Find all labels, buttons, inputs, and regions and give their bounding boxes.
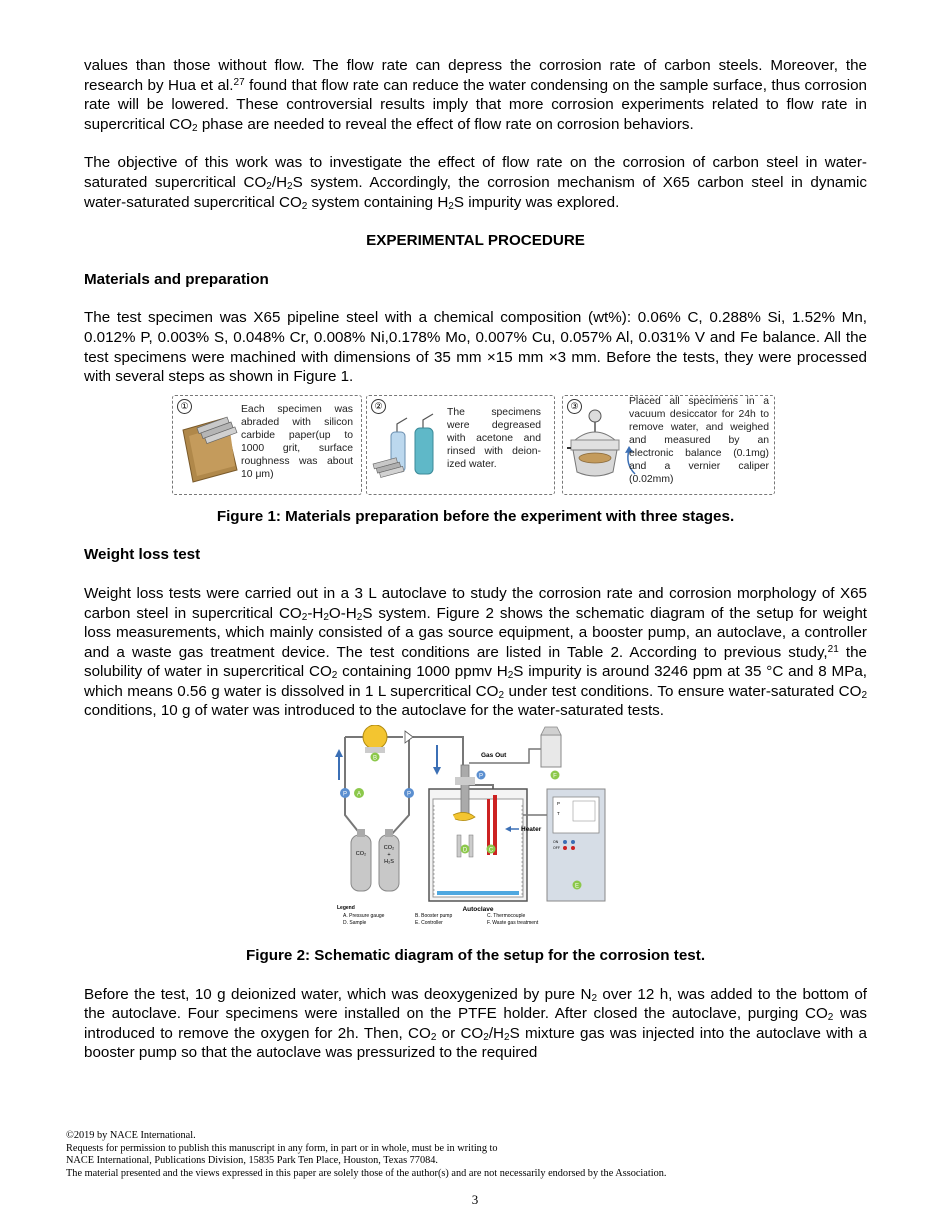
figure-1-panel-3	[562, 395, 775, 495]
legend-title: Legend	[337, 905, 355, 912]
label-p2: P	[406, 791, 412, 798]
subheading-weight-loss: Weight loss test	[84, 546, 201, 564]
paragraph-composition: The test specimen was X65 pipeline steel with a chemical composition (wt%): 0.06% C, 0.288% Si, 1.52% Mn, 0.012% P, 0.003% S, 0.048% Cr, 0.008% Ni,0.178% Mo, 0.007% Cu, 0.057% Al, 0.031% V and Fe balance. All the test specimens were machined with dimensions of 35 mm ×15 mm ×3 mm. Before the tests, they were processed with several steps as shown in Figure 1.	[84, 309, 867, 386]
footer-line-3: NACE International, Publications Division, 15835 Park Ten Place, Houston, Texas 77084.	[66, 1155, 438, 1166]
step-number-2: ②	[371, 399, 386, 414]
label-b: B	[372, 755, 378, 762]
step-number-1: ①	[177, 399, 192, 414]
cyl2-label-c: H₂S	[384, 859, 394, 866]
figure-2	[333, 725, 613, 940]
panel-2-text: The specimens were degreased with acetone and rinsed with deion-ized water.	[447, 406, 541, 470]
panel-1-text: Each specimen was abraded with silicon carbide paper(up to 1000 grit, surface roughness was about 10 μm)	[241, 403, 353, 480]
label-f: F	[553, 773, 557, 780]
display-t: T	[557, 811, 560, 817]
page-content	[84, 56, 867, 1063]
label-p1: P	[342, 791, 348, 798]
panel-3-text: Placed all specimens in a vacuum desiccator for 24h to remove water, and weighed and measured by an electronic balance (0.1mg) and a vernier caliper (0.02mm)	[629, 395, 769, 485]
label-p3: P	[478, 773, 484, 780]
on-label: ON	[553, 840, 559, 845]
legend-e: E. Controller	[415, 920, 443, 927]
cyl2-label-a: CO₂	[383, 845, 395, 852]
cyl1-label: CO₂	[355, 851, 367, 858]
wash-bottles-illustration	[371, 410, 449, 490]
paragraph-objective: The objective of this work was to investigate the effect of flow rate on the corrosion of carbon steel in water-saturated supercritical $CO_2/H_2S$ system. Accordingly, the corrosion mechanism of X65 carbon steel in dynamic water-saturated supercritical $CO_2$ system containing $H_2S$ impurity was explored.	[84, 154, 867, 212]
cyl2-label-b: +	[387, 852, 391, 859]
autoclave-label: Autoclave	[462, 906, 494, 914]
step-number-3: ③	[567, 399, 582, 414]
waste-gas-treatment	[541, 735, 561, 767]
footer-line-2: Requests for permission to publish this manuscript in any form, in part or in whole, must be in writing to	[66, 1142, 498, 1154]
figure-1-panel-1	[172, 395, 362, 495]
section-heading: EXPERIMENTAL PROCEDURE	[366, 232, 585, 250]
paragraph-flow-rate-results: values than those without flow. The flow rate can depress the corrosion rate of carbon steels. Moreover, the research by Hua et al.$^{27}$ found that flow rate can reduce the water condensing on the sample surface, thus corrosion rate will be lowered. These controversial results imply that more corrosion experiments related to flow rate in supercritical $CO_2$ phase are needed to reveal the effect of flow rate on corrosion behaviors.	[84, 57, 867, 134]
legend-a: A. Pressure gauge	[343, 913, 385, 920]
footer-line-4: The material presented and the views expressed in this paper are solely those of the author(s) and are not necessarily endorsed by the Association.	[66, 1167, 667, 1179]
legend-c: C. Thermocouple	[487, 913, 526, 920]
co2-cylinder	[351, 835, 371, 891]
heater-label: Heater	[521, 826, 542, 834]
legend-d: D. Sample	[343, 920, 367, 927]
label-a: A	[356, 791, 362, 798]
footer-line-1: ©2019 by NACE International.	[66, 1130, 196, 1141]
vacuum-desiccator-illustration	[565, 406, 631, 492]
gas-out-label: Gas Out	[481, 752, 507, 760]
figure-1	[172, 395, 775, 497]
figure-2-caption: Figure 2: Schematic diagram of the setup for the corrosion test.	[245, 947, 706, 965]
booster-pump	[363, 725, 387, 749]
paragraph-weight-loss: Weight loss tests were carried out in a 3 L autoclave to study the corrosion rate and corrosion morphology of X65 carbon steel in supercritical $CO_2-H_2O-H_2S$ system. Figure 2 shows the schematic diagram of the setup for weight loss measurements, which mainly consisted of a gas source equipment, a booster pump, an autoclave, a controller and a waste gas treatment device. The test conditions are listed in Table 2. According to previous study,$^{21}$ the solubility of water in supercritical $CO_2$ containing 1000 ppmv $H_2S$ impurity is around 3246 ppm at 35 °C and 8 MPa, which means 0.56 g water is dissolved in 1 L supercritical $CO_2$ under test conditions. To ensure water-saturated $CO_2$ conditions, 10 g of water was introduced to the autoclave for the water-saturated tests.	[84, 584, 867, 720]
figure-1-panel-2	[366, 395, 555, 495]
page-number: 3	[471, 1192, 479, 1207]
off-label: OFF	[553, 846, 560, 851]
figure-1-caption: Figure 1: Materials preparation before the experiment with three stages.	[216, 507, 735, 525]
sandpaper-illustration	[179, 414, 241, 486]
paragraph-test-procedure: Before the test, 10 g deionized water, which was deoxygenized by pure $N_2$ over 12 h, was added to the bottom of the autoclave. Four specimens were installed on the PTFE holder. After closed the autoclave, purging $CO_2$ was introduced to remove the oxygen for 2h. Then, $CO_2$ or $CO_2/H_2S$ mixture gas was injected into the autoclave with a booster pump so that the autoclave was pressurized to the required	[84, 985, 867, 1062]
copyright-footer	[66, 1130, 666, 1180]
subheading-materials: Materials and preparation	[84, 270, 269, 288]
label-e: E	[574, 883, 580, 890]
legend-f: F. Waste gas treatment	[487, 920, 539, 927]
display-p: P	[557, 801, 561, 807]
setup-schematic	[333, 725, 613, 940]
legend-b: B. Booster pump	[415, 913, 453, 920]
label-c: C	[488, 847, 494, 854]
label-d: D	[462, 847, 468, 854]
